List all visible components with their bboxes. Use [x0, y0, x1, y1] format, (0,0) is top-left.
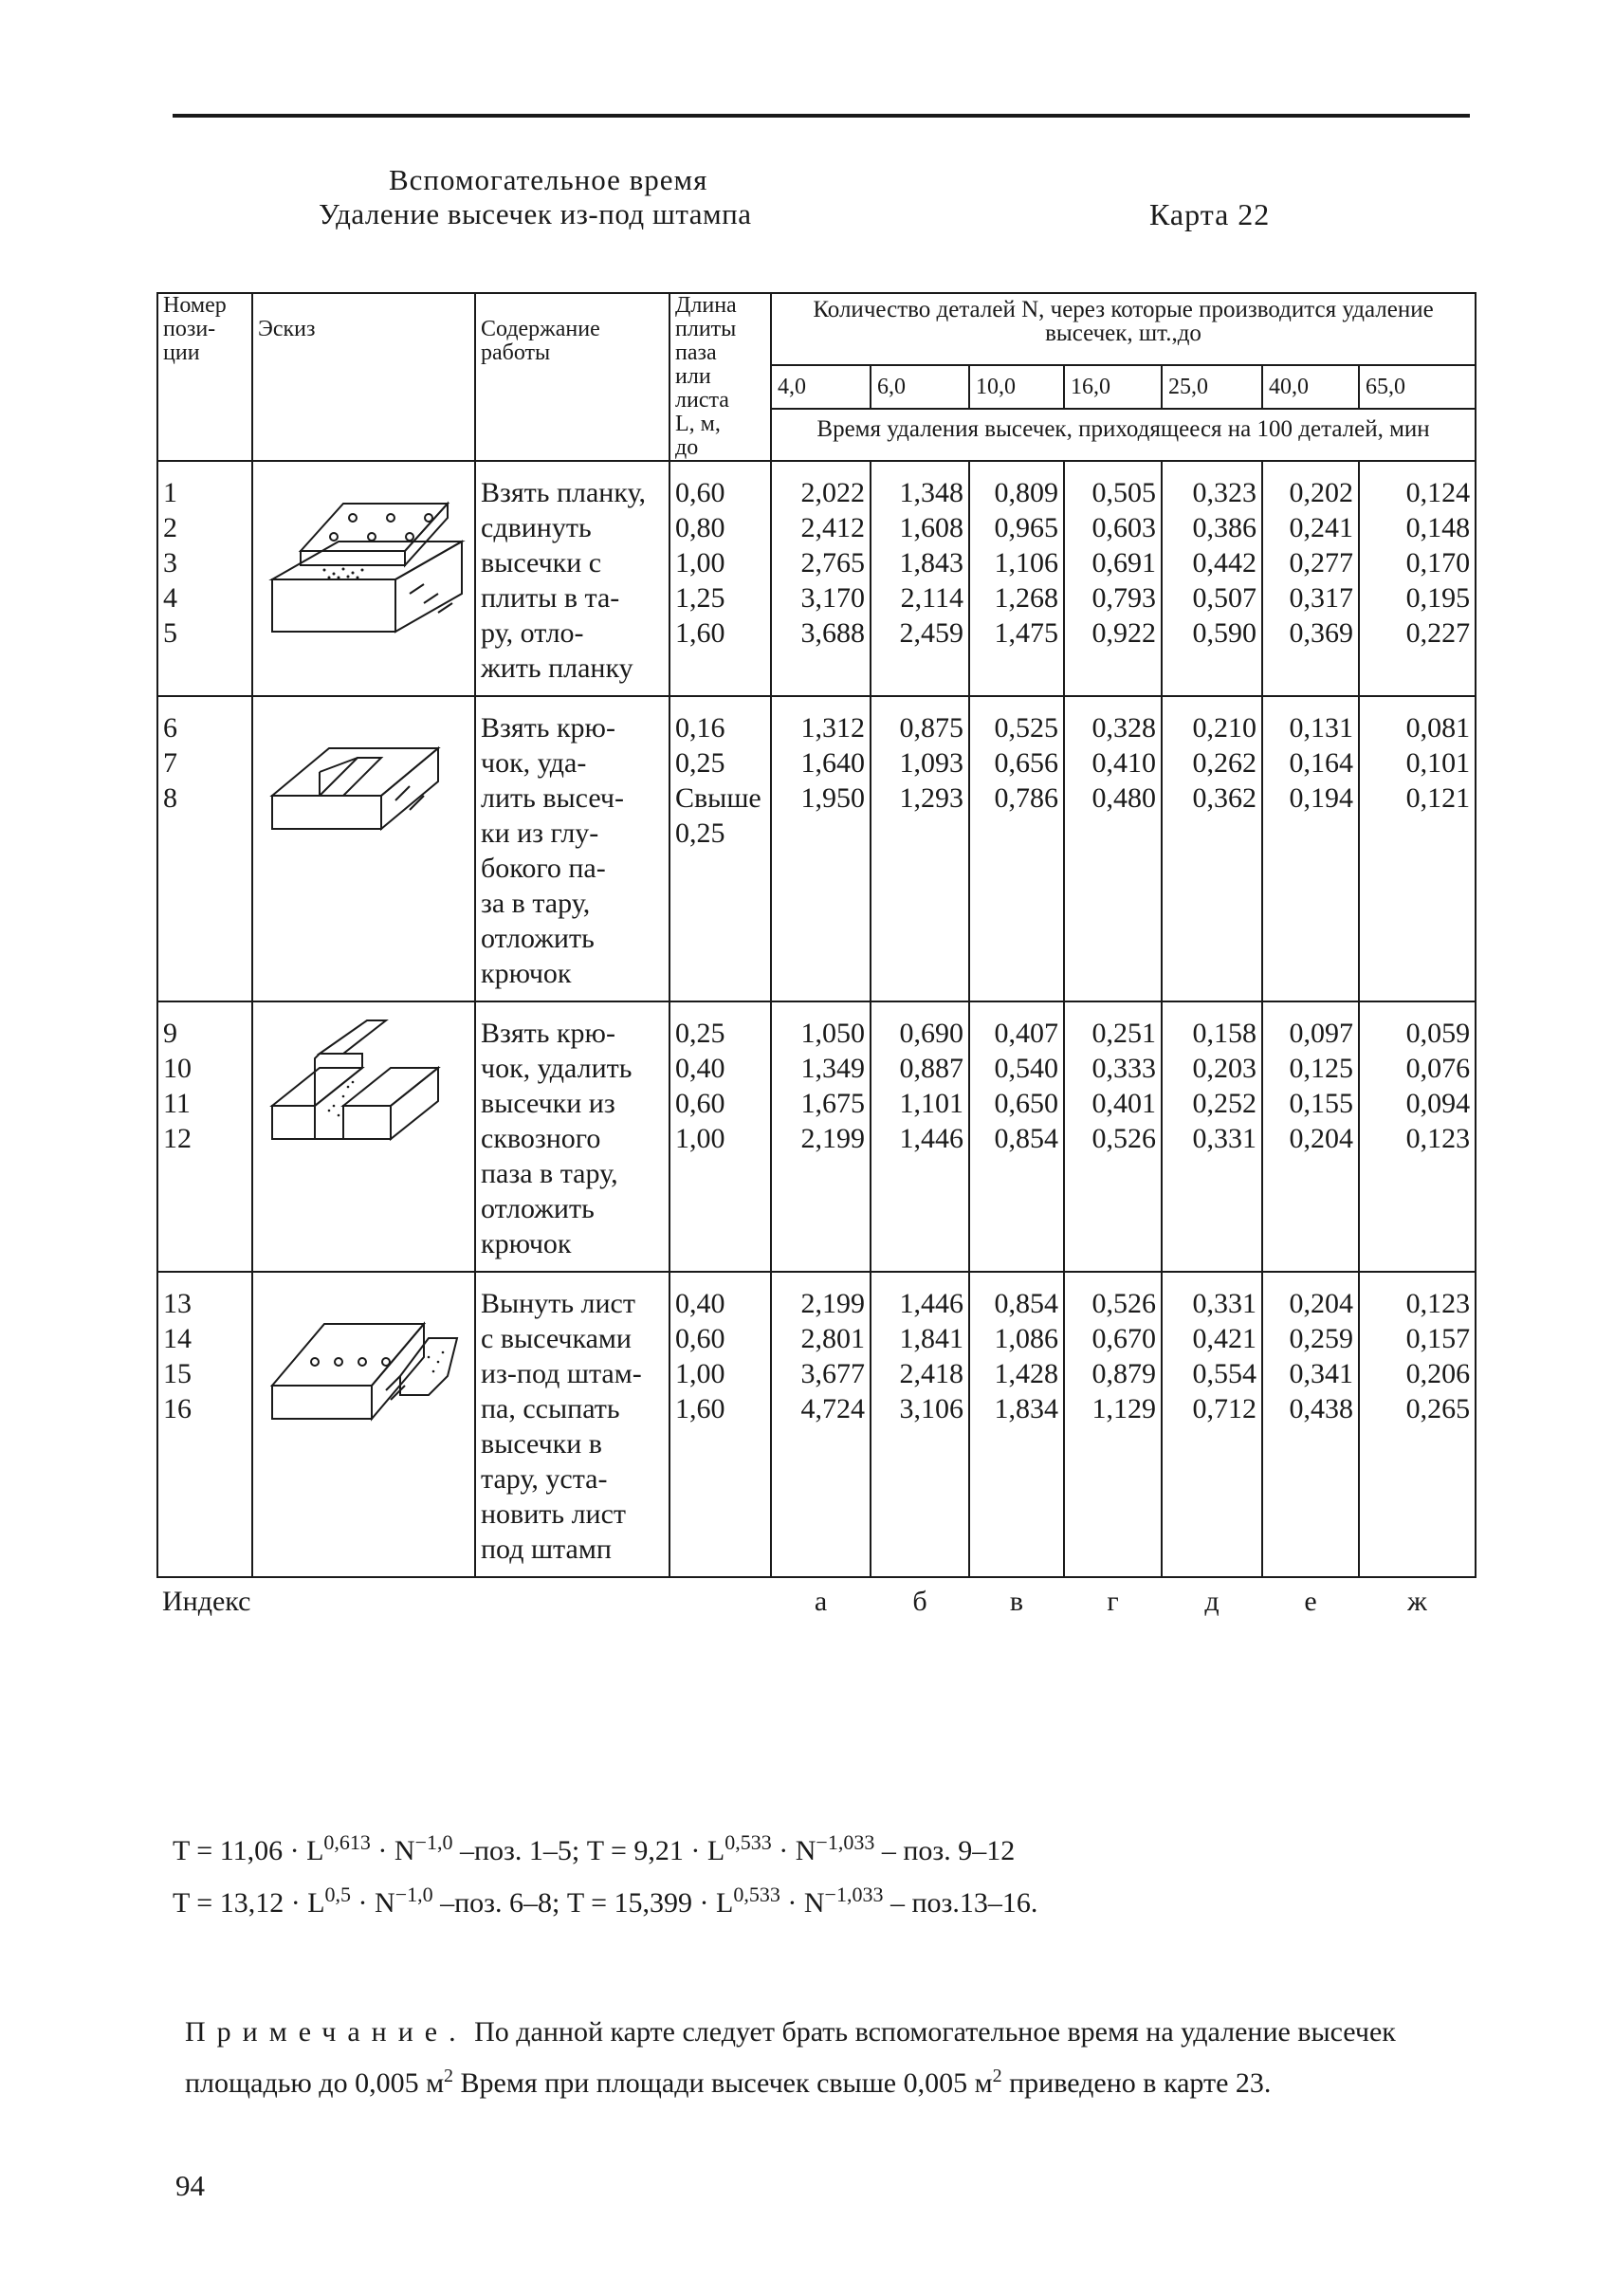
sketch-through-slot: [252, 1001, 475, 1272]
header-sketch: Эскиз: [252, 293, 475, 461]
note-label: Примечание.: [185, 2016, 468, 2048]
header-quantity: Количество деталей N, через которые производится удаление высечек, шт.,до: [771, 293, 1476, 365]
value-column: 0,123 0,157 0,206 0,265: [1359, 1272, 1476, 1577]
value-column: 1,050 1,349 1,675 2,199: [771, 1001, 871, 1272]
value-column: 0,690 0,887 1,101 1,446: [871, 1001, 969, 1272]
page-title: Вспомогательное время: [389, 163, 708, 196]
index-letter: г: [1064, 1577, 1162, 1619]
value-column: 0,526 0,670 0,879 1,129: [1064, 1272, 1162, 1577]
n-value: 6,0: [871, 365, 969, 409]
sketch-sheet: [252, 1272, 475, 1577]
plate-sketch-icon: [258, 475, 467, 665]
n-value: 10,0: [969, 365, 1064, 409]
content-cell: Взять планку, сдвинуть высечки с плиты в та- ру, отло- жить планку: [475, 461, 669, 696]
time-norms-table: [156, 292, 1476, 1619]
through-slot-sketch-icon: [258, 1016, 467, 1177]
length-cell: 0,25 0,40 0,60 1,00: [669, 1001, 771, 1272]
value-column: 0,328 0,410 0,480: [1064, 696, 1162, 1001]
value-column: 1,446 1,841 2,418 3,106: [871, 1272, 969, 1577]
value-column: 0,097 0,125 0,155 0,204: [1262, 1001, 1359, 1272]
table-row-group-1: [157, 461, 1476, 696]
length-cell: 0,16 0,25 Свыше 0,25: [669, 696, 771, 1001]
page-subtitle: Удаление высечек из-под штампа: [319, 197, 752, 230]
header-position: Номер пози- ции: [157, 293, 252, 461]
value-column: 0,854 1,086 1,428 1,834: [969, 1272, 1064, 1577]
formula-4: $T = 15,399 \cdot L^{0,533} \cdot N^{-1,033} - поз.13-16$.: [566, 1883, 1038, 1919]
content-cell: Вынуть лист с высечками из-под штам- па, ссыпать высечки в тару, уста- новить лист под штамп: [475, 1272, 669, 1577]
header-content: Содержание работы: [475, 293, 669, 461]
value-column: 2,022 2,412 2,765 3,170 3,688: [771, 461, 871, 696]
value-column: 0,505 0,603 0,691 0,793 0,922: [1064, 461, 1162, 696]
positions-cell: 13 14 15 16: [157, 1272, 252, 1577]
formula-1: $T = 11,06 \cdot L^{0,613} \cdot N^{-1,0}$ –поз. 1–5;: [173, 1830, 580, 1866]
length-cell: 0,60 0,80 1,00 1,25 1,60: [669, 461, 771, 696]
value-column: 0,059 0,076 0,094 0,123: [1359, 1001, 1476, 1272]
value-column: 0,251 0,333 0,401 0,526: [1064, 1001, 1162, 1272]
blind-slot-sketch-icon: [258, 710, 467, 872]
n-value: 40,0: [1262, 365, 1359, 409]
table-row-group-2: [157, 696, 1476, 1001]
formula-line-2: [173, 1883, 1037, 1919]
sketch-blind-slot: [252, 696, 475, 1001]
index-letter: д: [1162, 1577, 1262, 1619]
formula-line-1: [173, 1830, 1015, 1867]
length-cell: 0,40 0,60 1,00 1,60: [669, 1272, 771, 1577]
value-column: 0,202 0,241 0,277 0,317 0,369: [1262, 461, 1359, 696]
value-column: 0,124 0,148 0,170 0,195 0,227: [1359, 461, 1476, 696]
formula-3: $T = 13,12 \cdot L^{0,5} \cdot N^{-1,0}$ –поз. 6–8;: [173, 1883, 560, 1919]
positions-cell: 9 10 11 12: [157, 1001, 252, 1272]
index-letter: а: [771, 1577, 871, 1619]
value-column: 0,331 0,421 0,554 0,712: [1162, 1272, 1262, 1577]
content-cell: Взять крю- чок, уда- лить высеч- ки из глу- бокого па- за в тару, отложить крючок: [475, 696, 669, 1001]
index-label: Индекс: [157, 1577, 771, 1619]
index-row: [157, 1577, 1476, 1619]
value-column: 0,809 0,965 1,106 1,268 1,475: [969, 461, 1064, 696]
value-column: 0,875 1,093 1,293: [871, 696, 969, 1001]
n-value: 65,0: [1359, 365, 1476, 409]
table-row-group-4: [157, 1272, 1476, 1577]
header-length: Длина плиты паза или листа L, м, до: [669, 293, 771, 461]
page-number: 94: [175, 2169, 205, 2202]
value-column: 0,158 0,203 0,252 0,331: [1162, 1001, 1262, 1272]
formula-2: $T = 9,21 \cdot L^{0,533} \cdot N^{-1,033}$ – поз. 9–12: [586, 1830, 1016, 1866]
sketch-plate: [252, 461, 475, 696]
value-column: 0,323 0,386 0,442 0,507 0,590: [1162, 461, 1262, 696]
card-number: Карта 22: [1149, 197, 1271, 231]
value-column: 1,348 1,608 1,843 2,114 2,459: [871, 461, 969, 696]
index-letter: в: [969, 1577, 1064, 1619]
index-letter: е: [1262, 1577, 1359, 1619]
value-column: 0,525 0,656 0,786: [969, 696, 1064, 1001]
header-time: Время удаления высечек, приходящееся на 100 деталей, мин: [771, 409, 1476, 461]
value-column: 0,407 0,540 0,650 0,854: [969, 1001, 1064, 1272]
n-value: 4,0: [771, 365, 871, 409]
table-row-group-3: [157, 1001, 1476, 1272]
value-column: 2,199 2,801 3,677 4,724: [771, 1272, 871, 1577]
positions-cell: 6 7 8: [157, 696, 252, 1001]
positions-cell: 1 2 3 4 5: [157, 461, 252, 696]
value-column: 0,210 0,262 0,362: [1162, 696, 1262, 1001]
index-letter: ж: [1359, 1577, 1476, 1619]
content-cell: Взять крю- чок, удалить высечки из сквозного паза в тару, отложить крючок: [475, 1001, 669, 1272]
value-column: 1,312 1,640 1,950: [771, 696, 871, 1001]
index-letter: б: [871, 1577, 969, 1619]
n-value: 25,0: [1162, 365, 1262, 409]
value-column: 0,204 0,259 0,341 0,438: [1262, 1272, 1359, 1577]
top-rule: [173, 114, 1470, 118]
value-column: 0,081 0,101 0,121: [1359, 696, 1476, 1001]
value-column: 0,131 0,164 0,194: [1262, 696, 1359, 1001]
n-value: 16,0: [1064, 365, 1162, 409]
sheet-sketch-icon: [258, 1286, 467, 1447]
footnote: Примечание. По данной карте следует брать вспомогательное время на удаление высечек площадью до 0,005 $м^2$ Время при площади высечек свыше 0,005 $м^2$ приведено в карте 23.: [185, 2016, 1396, 2099]
